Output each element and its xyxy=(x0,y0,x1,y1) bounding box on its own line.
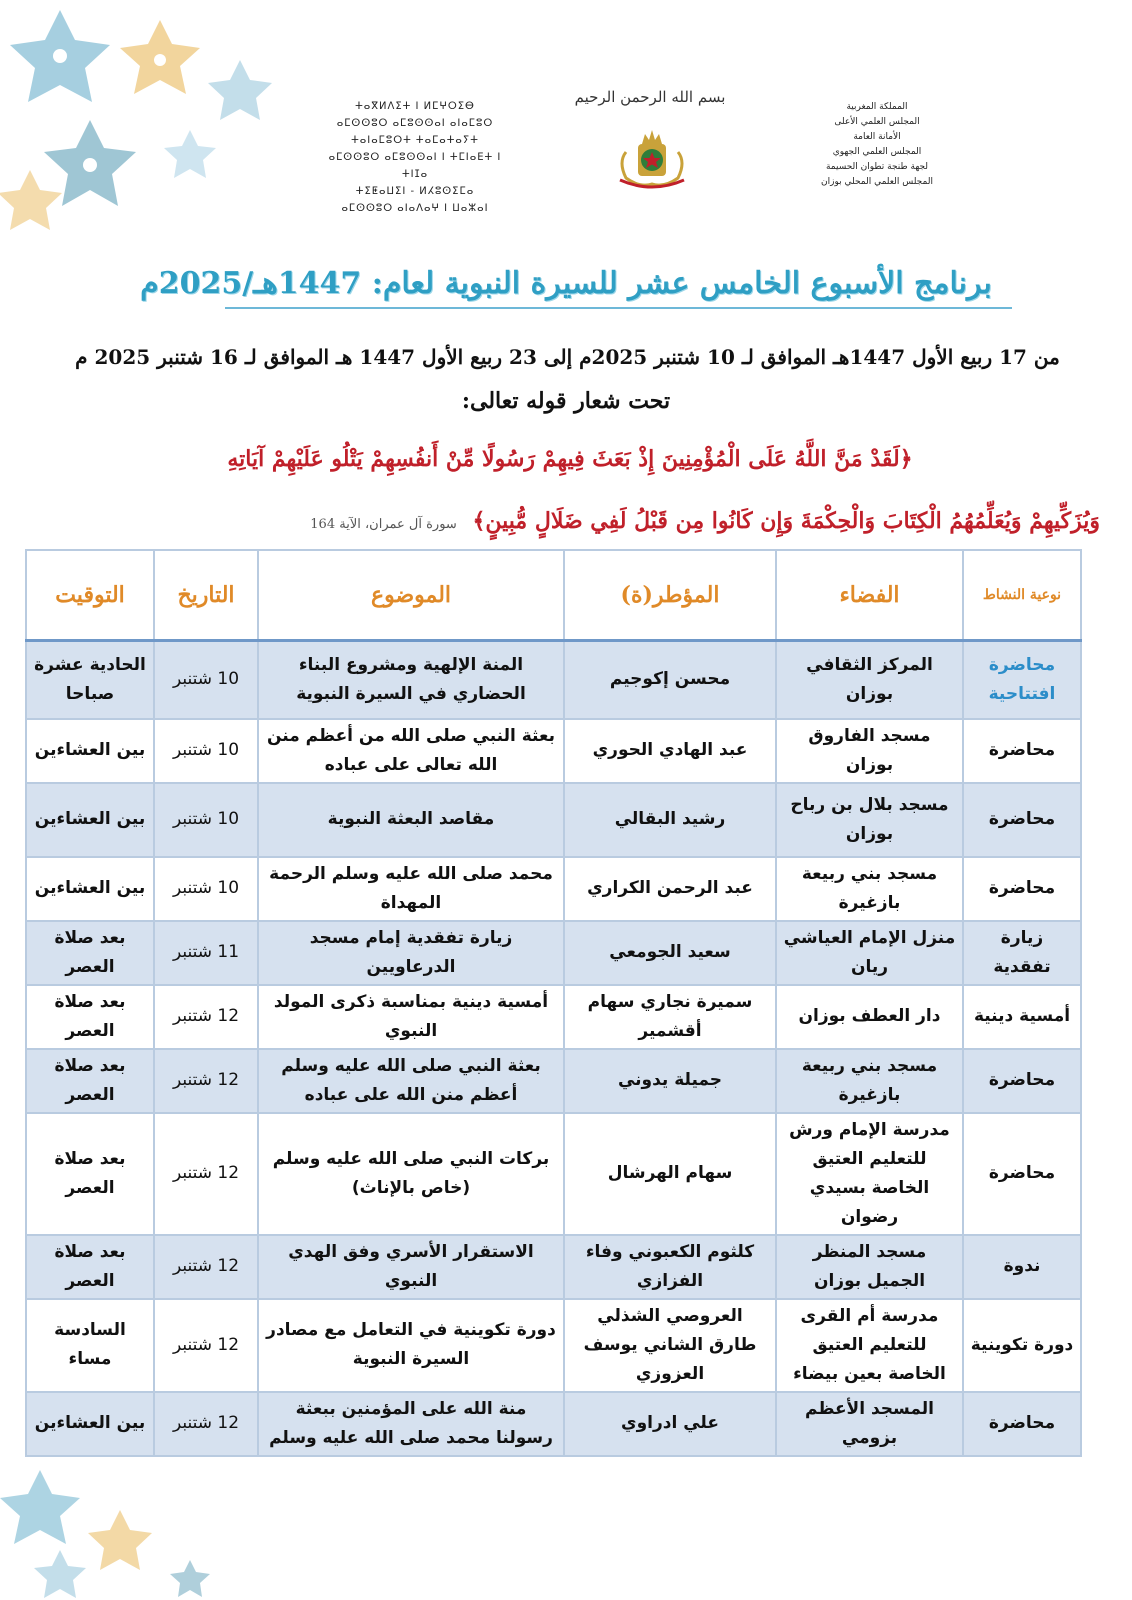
cell-date: 10 شتنبر xyxy=(154,641,258,719)
cell-speaker: عبد الرحمن الكراري xyxy=(564,857,776,921)
cell-speaker: عبد الهادي الحوري xyxy=(564,719,776,783)
cell-venue: المسجد الأعظم بزومي xyxy=(776,1392,963,1456)
cell-topic: المنة الإلهية ومشروع البناء الحضاري في السيرة النبوية xyxy=(258,641,564,719)
cell-topic: دورة تكوينية في التعامل مع مصادر السيرة النبوية xyxy=(258,1299,564,1392)
cell-topic: مقاصد البعثة النبوية xyxy=(258,783,564,857)
cell-topic: زيارة تفقدية إمام مسجد الدرعاويين xyxy=(258,921,564,985)
verse-reference: سورة آل عمران، الآية 164 xyxy=(310,517,457,532)
header-time: التوقيت xyxy=(26,550,154,641)
table-row xyxy=(26,1392,1081,1456)
cell-speaker: جميلة يدوني xyxy=(564,1049,776,1113)
cell-venue: دار العطف بوزان xyxy=(776,985,963,1049)
cell-topic: منة الله على المؤمنين ببعثة رسولنا محمد صلى الله عليه وسلم xyxy=(258,1392,564,1456)
basmala: بسم الله الرحمن الرحيم xyxy=(574,88,726,106)
cell-time: بين العشاءين xyxy=(26,719,154,783)
page-title: برنامج الأسبوع الخامس عشر للسيرة النبوية لعام: 1447هـ/2025م xyxy=(0,266,1132,301)
cell-time: السادسة مساء xyxy=(26,1299,154,1392)
cell-date: 10 شتنبر xyxy=(154,857,258,921)
cell-topic: الاستقرار الأسري وفق الهدي النبوي xyxy=(258,1235,564,1299)
quran-verse-line-2 xyxy=(40,508,1100,534)
cell-speaker: سهام الهرشال xyxy=(564,1113,776,1235)
cell-type: محاضرة xyxy=(963,719,1081,783)
header-date: التاريخ xyxy=(154,550,258,641)
table-row xyxy=(26,1049,1081,1113)
cell-venue: منزل الإمام العياشي ريان xyxy=(776,921,963,985)
cell-date: 12 شتنبر xyxy=(154,1392,258,1456)
cell-topic: بركات النبي صلى الله عليه وسلم (خاص بالإناث) xyxy=(258,1113,564,1235)
cell-time: بعد صلاة العصر xyxy=(26,1235,154,1299)
cell-type: محاضرة افتتاحية xyxy=(963,641,1081,719)
cell-venue: مسجد بني ربيعة بازغيرة xyxy=(776,857,963,921)
cell-time: الحادية عشرة صباحا xyxy=(26,641,154,719)
cell-type: أمسية دينية xyxy=(963,985,1081,1049)
motto: تحت شعار قوله تعالى: xyxy=(461,388,671,414)
cell-time: بعد صلاة العصر xyxy=(26,1049,154,1113)
cell-topic: محمد صلى الله عليه وسلم الرحمة المهداة xyxy=(258,857,564,921)
header-type: نوعية النشاط xyxy=(963,550,1081,641)
quran-verse-text: وَيُزَكِّيهِمْ وَيُعَلِّمُهُمُ الْكِتَابَ وَالْحِكْمَةَ وَإِن كَانُوا مِن قَبْلُ لَفِي ضَلَالٍ مُّبِينٍ﴾ xyxy=(472,508,1100,534)
cell-speaker: رشيد البقالي xyxy=(564,783,776,857)
cell-type: محاضرة xyxy=(963,857,1081,921)
header-speaker: المؤطر(ة) xyxy=(564,550,776,641)
cell-topic: أمسية دينية بمناسبة ذكرى المولد النبوي xyxy=(258,985,564,1049)
table-row xyxy=(26,857,1081,921)
cell-type: محاضرة xyxy=(963,1113,1081,1235)
cell-type: محاضرة xyxy=(963,1049,1081,1113)
cell-date: 12 شتنبر xyxy=(154,1049,258,1113)
cell-time: بعد صلاة العصر xyxy=(26,921,154,985)
cell-date: 12 شتنبر xyxy=(154,1113,258,1235)
quran-verse-line-1: ﴿لَقَدْ مَنَّ اللَّهُ عَلَى الْمُؤْمِنِينَ إِذْ بَعَثَ فِيهِمْ رَسُولًا مِّنْ أَنفُسِهِمْ يَتْلُو عَلَيْهِمْ آيَاتِهِ xyxy=(227,446,913,472)
council-header-arabic: المملكة المغربية المجلس العلمي الأعلى الأمانة العامة المجلس العلمي الجهوي لجهة طنجة تطوان الحسيمة المجلس العلمي المحلي بوزان xyxy=(821,102,933,187)
cell-type: ندوة xyxy=(963,1235,1081,1299)
table-row xyxy=(26,641,1081,719)
cell-topic: بعثة النبي صلى الله عليه وسلم أعظم منن الله على عباده xyxy=(258,1049,564,1113)
cell-type: محاضرة xyxy=(963,783,1081,857)
cell-time: بين العشاءين xyxy=(26,783,154,857)
cell-venue: مسجد بني ربيعة بازغيرة xyxy=(776,1049,963,1113)
cell-date: 12 شتنبر xyxy=(154,1235,258,1299)
cell-speaker: علي ادراوي xyxy=(564,1392,776,1456)
table-row xyxy=(26,783,1081,857)
cell-date: 12 شتنبر xyxy=(154,985,258,1049)
program-table xyxy=(25,549,1082,1457)
cell-speaker: محسن إكوجيم xyxy=(564,641,776,719)
cell-date: 10 شتنبر xyxy=(154,719,258,783)
table-header-row xyxy=(26,550,1081,641)
cell-speaker: كلثوم الكعبوني وفاء الفزازي xyxy=(564,1235,776,1299)
table-row xyxy=(26,1235,1081,1299)
cell-speaker: سميرة نجاري سهام أقشمير xyxy=(564,985,776,1049)
header-topic: الموضوع xyxy=(258,550,564,641)
cell-speaker: العروصي الشذلي طارق الشاني يوسف العزوزي xyxy=(564,1299,776,1392)
cell-time: بعد صلاة العصر xyxy=(26,985,154,1049)
cell-venue: مسجد الفاروق بوزان xyxy=(776,719,963,783)
council-header-tifinagh: ⵜⴰⴳⵍⴷⵉⵜ ⵏ ⵍⵎⵖⵔⵉⴱ ⴰⵎⵙⵙⵓⵔ ⴰⵎⵓⵙⵙⴰⵏ ⴰⵏⴰⵎⵓⵔ ⵜⴰⵏⴰⵎⵓⵔⵜ ⵜⴰⵎⴰⵜⴰⵢⵜ ⴰⵎⵙⵙⵓⵔ ⴰⵎⵓⵙⵙⴰⵏ ⵏ ⵜⵎⵏⴰⴹⵜ ⵏ ⵜⵏⵊⴰ ⵜⵉⵟⴰⵡⵉⵏ - ⵍⵃⵓⵙⵉⵎⴰ ⴰⵎⵙⵙⵓⵔ ⴰⵏⴰⴷⴰⵖ ⵏ ⵡⴰⵣⴰⵏ xyxy=(328,101,502,214)
cell-venue: مدرسة أم القرى للتعليم العتيق الخاصة بعين بيضاء xyxy=(776,1299,963,1392)
cell-time: بين العشاءين xyxy=(26,857,154,921)
table-row xyxy=(26,1113,1081,1235)
cell-venue: مسجد بلال بن رباح بوزان xyxy=(776,783,963,857)
table-row xyxy=(26,985,1081,1049)
cell-venue: مدرسة الإمام ورش للتعليم العتيق الخاصة بسيدي رضوان xyxy=(776,1113,963,1235)
cell-venue: المركز الثقافي بوزان xyxy=(776,641,963,719)
cell-topic: بعثة النبي صلى الله من أعظم منن الله تعالى على عباده xyxy=(258,719,564,783)
cell-speaker: سعيد الجومعي xyxy=(564,921,776,985)
date-range: من 17 ربيع الأول 1447هـ الموافق لـ 10 شتنبر 2025م إلى 23 ربيع الأول 1447 هـ الموافق لـ 16 شتنبر 2025 م xyxy=(75,345,1060,369)
cell-date: 11 شتنبر xyxy=(154,921,258,985)
table-row xyxy=(26,921,1081,985)
table-row xyxy=(26,1299,1081,1392)
cell-time: بعد صلاة العصر xyxy=(26,1113,154,1235)
royal-emblem-icon xyxy=(612,122,692,194)
decorative-pattern-top-left xyxy=(0,0,340,260)
header-venue: الفضاء xyxy=(776,550,963,641)
cell-venue: مسجد المنظر الجميل بوزان xyxy=(776,1235,963,1299)
cell-type: زيارة تفقدية xyxy=(963,921,1081,985)
table-row xyxy=(26,719,1081,783)
cell-date: 12 شتنبر xyxy=(154,1299,258,1392)
cell-time: بين العشاءين xyxy=(26,1392,154,1456)
decorative-pattern-bottom-left xyxy=(0,1450,240,1600)
cell-date: 10 شتنبر xyxy=(154,783,258,857)
cell-type: محاضرة xyxy=(963,1392,1081,1456)
cell-type: دورة تكوينية xyxy=(963,1299,1081,1392)
